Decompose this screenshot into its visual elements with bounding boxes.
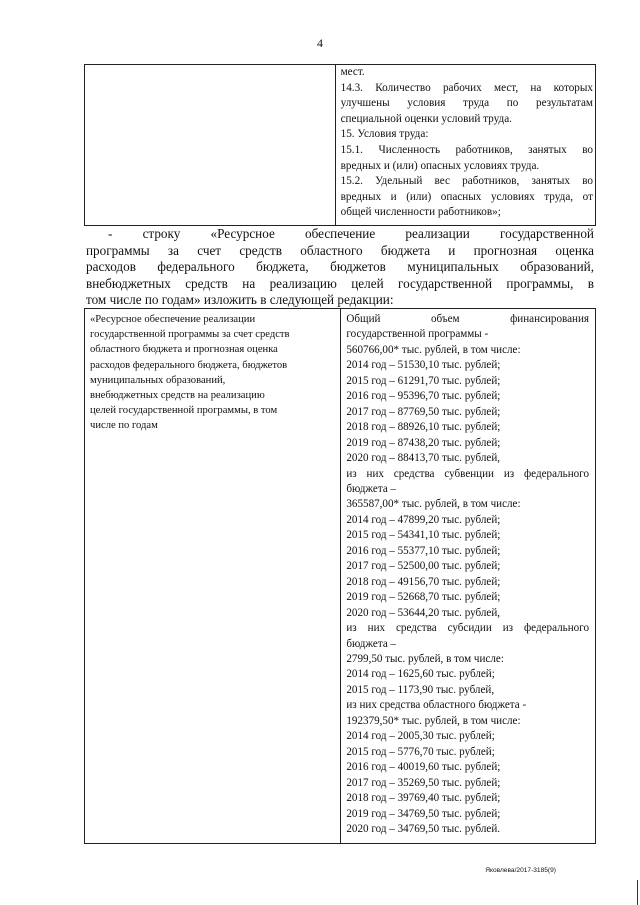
text-line: из них средства областного бюджета - — [346, 699, 527, 712]
paragraph-line: программы за счет средств областного бюджета и прогнозная оценка — [86, 242, 594, 258]
text-line: 15.2. Удельный вес работников, занятых во — [340, 175, 593, 188]
text-line: специальной оценки условий труда. — [340, 112, 512, 125]
text-line: 2019 год – 34769,50 тыс. рублей; — [346, 807, 501, 820]
text-line: вредных и (или) опасных условиях труда, от — [340, 190, 593, 203]
text-line: государственной программы - — [346, 328, 489, 341]
table-cell-indicators — [335, 65, 595, 226]
page-number: 4 — [317, 36, 323, 50]
text-line: 2015 год – 5776,70 тыс. рублей; — [346, 745, 495, 758]
document-code: Яковлева/2017-3185(9) — [485, 867, 556, 874]
text-line: Общий объем финансирования — [346, 313, 589, 325]
paragraph-line: - строку «Ресурсное обеспечение реализации государственной — [108, 226, 594, 241]
text-line: бюджета – — [346, 482, 397, 495]
table-row — [85, 65, 596, 226]
text-line: 2018 год – 39769,40 тыс. рублей; — [346, 792, 501, 805]
table-cell-empty — [85, 65, 336, 226]
text-line: областного бюджета и прогнозная оценка — [90, 344, 278, 356]
table-row — [85, 309, 596, 844]
text-line: расходов федерального бюджета, бюджетов — [90, 359, 288, 371]
text-line: 2015 год – 54341,10 тыс. рублей; — [346, 529, 501, 542]
text-line: 2016 год – 40019,60 тыс. рублей; — [346, 761, 501, 774]
table-cell-funding-amounts — [341, 309, 596, 844]
text-line: улучшены условия труда по результатам — [340, 97, 593, 110]
text-line: 365587,00* тыс. рублей, в том числе: — [346, 498, 521, 511]
resource-funding-table — [84, 308, 596, 844]
paragraph-line: том числе по годам» изложить в следующей редакции: — [86, 292, 394, 308]
text-line: 2014 год – 2005,30 тыс. рублей; — [346, 730, 495, 743]
text-line: 2016 год – 55377,10 тыс. рублей; — [346, 544, 501, 557]
text-line: 192379,50* тыс. рублей, в том числе: — [346, 714, 521, 727]
text-line: «Ресурсное обеспечение реализации — [90, 314, 256, 325]
text-line: 2014 год – 47899,20 тыс. рублей; — [346, 513, 501, 526]
text-line: 2014 год – 1625,60 тыс. рублей; — [346, 668, 495, 681]
text-line: 2018 год – 88926,10 тыс. рублей; — [346, 421, 501, 434]
text-line: общей численности работников»; — [340, 206, 501, 219]
scan-edge-mark — [637, 880, 638, 905]
continued-passport-table — [84, 64, 596, 226]
text-line: 2019 год – 52668,70 тыс. рублей; — [346, 591, 501, 604]
text-line: 2015 год – 1173,90 тыс. рублей, — [346, 683, 495, 696]
text-line: 2016 год – 95396,70 тыс. рублей; — [346, 390, 501, 403]
paragraph-line: расходов федерального бюджета, бюджетов муниципальных образований, — [86, 259, 594, 275]
text-line: числе по годам — [90, 420, 158, 432]
table-cell-row-title — [85, 309, 341, 844]
text-line: 2014 год – 51530,10 тыс. рублей; — [346, 359, 501, 372]
text-line: бюджета – — [346, 637, 397, 650]
text-line: 2017 год – 52500,00 тыс. рублей; — [346, 560, 501, 573]
text-line: 2019 год – 87438,20 тыс. рублей; — [346, 436, 501, 449]
text-line: 2799,50 тыс. рублей, в том числе: — [346, 652, 504, 665]
text-line: 2020 год – 34769,50 тыс. рублей. — [346, 822, 501, 835]
text-line: 2020 год – 53644,20 тыс. рублей, — [346, 606, 501, 619]
text-line: целей государственной программы, в том — [90, 405, 278, 417]
paragraph-line: внебюджетных средств на реализацию целей государственной программы, в — [86, 275, 594, 291]
text-line: 14.3. Количество рабочих мест, на которых — [340, 81, 593, 94]
text-line: из них средства субвенции из федерального — [346, 467, 589, 480]
text-line: вредных и (или) опасных условиях труда. — [340, 159, 540, 172]
amendment-paragraph — [86, 226, 594, 309]
text-line: мест. — [340, 66, 365, 78]
text-line: 15. Условия труда: — [340, 128, 429, 141]
text-line: 560766,00* тыс. рублей, в том числе: — [346, 343, 521, 356]
text-line: государственной программы за счет средств — [90, 329, 290, 341]
text-line: 2015 год – 61291,70 тыс. рублей; — [346, 374, 501, 387]
text-line: 2017 год – 87769,50 тыс. рублей; — [346, 405, 501, 418]
text-line: 15.1. Численность работников, занятых во — [340, 143, 593, 156]
text-line: 2018 год – 49156,70 тыс. рублей; — [346, 575, 501, 588]
text-line: муниципальных образований, — [90, 374, 226, 386]
text-line: из них средства субсидии из федерального — [346, 622, 589, 635]
text-line: внебюджетных средств на реализацию — [90, 390, 265, 402]
text-line: 2020 год – 88413,70 тыс. рублей, — [346, 452, 501, 465]
text-line: 2017 год – 35269,50 тыс. рублей; — [346, 776, 501, 789]
